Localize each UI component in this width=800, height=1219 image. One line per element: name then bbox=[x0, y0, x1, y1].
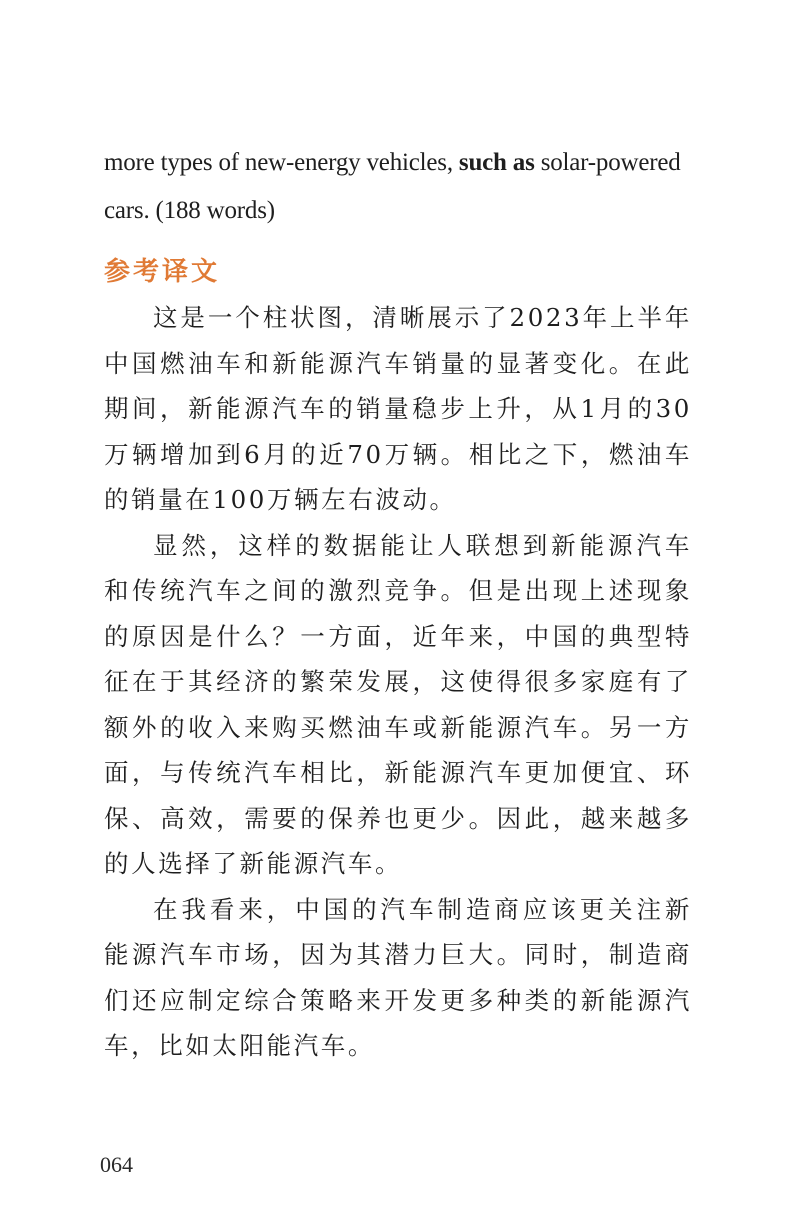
english-essay-ending bbox=[104, 139, 704, 235]
english-text-before-bold: more types of new-energy vehicles, bbox=[104, 149, 459, 176]
reference-translation-heading: 参考译文 bbox=[104, 257, 221, 287]
translation-paragraph-3: 在我看来，中国的汽车制造商应该更关注新能源汽车市场，因为其潜力巨大。同时，制造商们还应制定综合策略来开发更多种类的新能源汽车，比如太阳能汽车。 bbox=[104, 894, 692, 1060]
translation-paragraph-2: 显然，这样的数据能让人联想到新能源汽车和传统汽车之间的激烈竞争。但是出现上述现象的原因是什么？一方面，近年来，中国的典型特征在于其经济的繁荣发展，这使得很多家庭有了额外的收入来购买燃油车或新能源汽车。另一方面，与传统汽车相比，新能源汽车更加便宜、环保、高效，需要的保养也更少。因此，越来越多的人选择了新能源汽车。 bbox=[104, 530, 692, 878]
chinese-translation bbox=[104, 295, 692, 1069]
english-bold-phrase: such as bbox=[458, 149, 535, 176]
english-text-after-bold: solar-powered cars. (188 words) bbox=[104, 149, 681, 224]
page-number: 064 bbox=[100, 1152, 133, 1177]
translation-paragraph-1: 这是一个柱状图，清晰展示了2023年上半年中国燃油车和新能源汽车销量的显著变化。在此期间，新能源汽车的销量稳步上升，从1月的30万辆增加到6月的近70万辆。相比之下，燃油车的销量在100万辆左右波动。 bbox=[104, 303, 692, 514]
